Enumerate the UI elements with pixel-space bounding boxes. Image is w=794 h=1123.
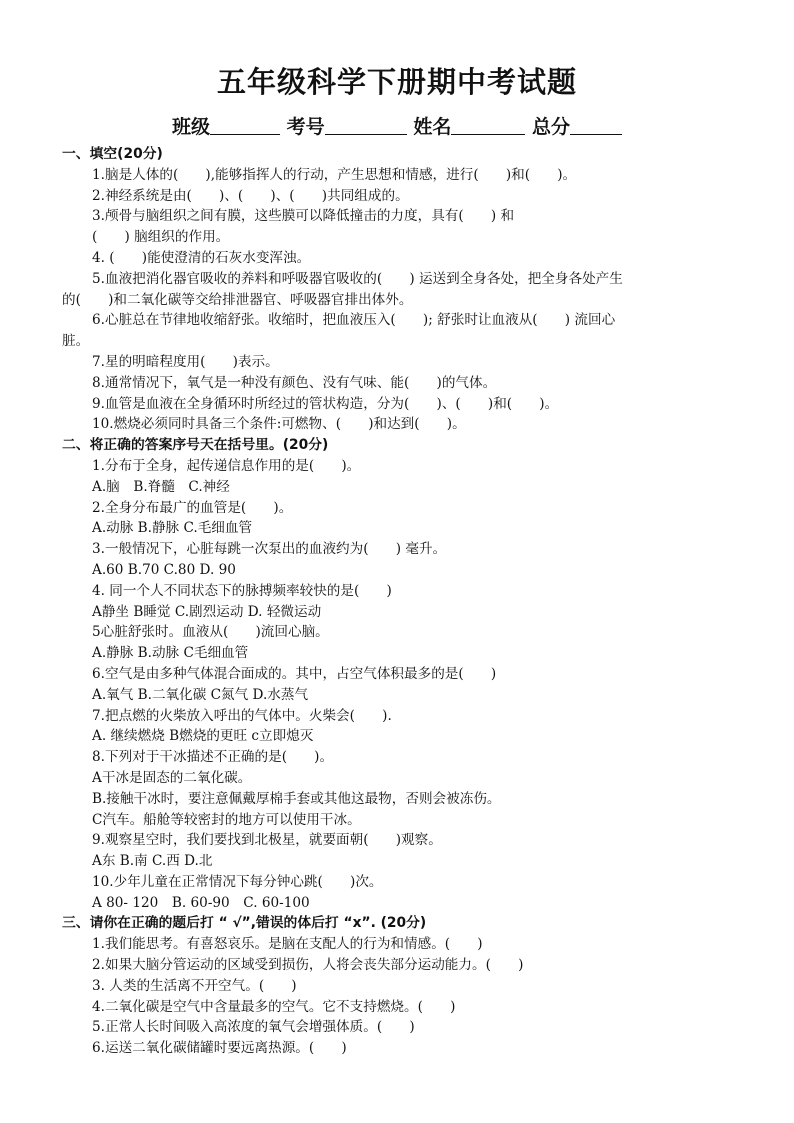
question-line: 6.运送二氧化碳储罐时要远离热源。( ) xyxy=(92,1040,347,1057)
question-line: 2.全身分布最广的血管是( )。 xyxy=(92,499,293,516)
continuation-line: 的( )和二氧化碳等交给排泄器官、呼吸器官排出体外。 xyxy=(62,291,413,308)
question-line: 3.一般情况下，心脏每跳一次泵出的血液约为( ) 毫升。 xyxy=(92,541,447,558)
question-line: 5心脏舒张时。血液从( )流回心脑。 xyxy=(92,624,329,641)
option-line: B.接触干冰时，要注意佩戴厚棉手套或其他这最物，否则会被冻伤。 xyxy=(92,790,501,807)
section-heading: 一、填空(20分) xyxy=(62,146,163,162)
question-line: 3. 人类的生活离不开空气。( ) xyxy=(92,977,297,994)
student-info-line xyxy=(0,112,794,139)
exam-no-blank[interactable] xyxy=(325,116,407,135)
question-line: 4. ( )能使澄清的石灰水变浑浊。 xyxy=(92,249,311,266)
question-line: 5.正常人长时间吸入高浓度的氧气会增强体质。( ) xyxy=(92,1019,415,1036)
page-title: 五年级科学下册期中考试题 xyxy=(216,65,577,99)
continuation-line: 脏。 xyxy=(62,333,90,350)
question-line: 7.星的明暗程度用( )表示。 xyxy=(92,353,279,370)
option-line: A 80- 120 B. 60-90 C. 60-100 xyxy=(92,894,310,911)
section-heading: 三、请你在正确的题后打 “ √”,错误的体后打 “x”. (20分) xyxy=(62,915,427,932)
score-blank[interactable] xyxy=(570,116,622,135)
question-line: 4.二氧化碳是空气中含量最多的空气。它不支持燃烧。( ) xyxy=(92,998,456,1015)
option-line: A东 B.南 C.西 D.北 xyxy=(92,853,213,870)
question-line: 9.血管是血液在全身循环时所经过的管状构造，分为( )、( )和( )。 xyxy=(92,395,559,412)
option-line: A静坐 B睡觉 C.剧烈运动 D. 轻微运动 xyxy=(92,603,322,620)
question-line: 8.下列对于干冰描述不正确的是( )。 xyxy=(92,749,334,766)
score-label: 总分 xyxy=(531,116,570,138)
question-line: ( ) 脑组织的作用。 xyxy=(92,229,230,246)
question-line: 9.观察星空时，我们要找到北极星，就要面朝( )观察。 xyxy=(92,832,442,849)
question-line: 2.如果大脑分管运动的区域受到损伤，人将会丧失部分运动能力。( ) xyxy=(92,957,524,974)
option-line: C汽车。船舱等较密封的地方可以使用干冰。 xyxy=(92,811,361,828)
name-label: 姓名 xyxy=(413,116,452,138)
question-line: 2.神经系统是由( )、( )、( )共同组成的。 xyxy=(92,187,409,204)
class-label: 班级 xyxy=(172,116,211,138)
section-heading: 二、将正确的答案序号天在括号里。(20分) xyxy=(62,437,329,454)
question-line: 5.血液把消化器官吸收的养料和呼吸器官吸收的( ) 运送到全身各处，把全身各处产生 xyxy=(92,270,623,287)
option-line: A.静脉 B.动脉 C毛细血管 xyxy=(92,645,249,662)
question-line: 10.少年儿童在正常情况下每分钟心跳( )次。 xyxy=(92,873,383,890)
option-line: A.动脉 B.静脉 C.毛细血管 xyxy=(92,520,253,537)
exam-no-label: 考号 xyxy=(286,116,325,138)
question-line: 1.分布于全身，起传递信息作用的是( )。 xyxy=(92,457,361,474)
question-line: 6.心脏总在节律地收缩舒张。收缩时，把血液压入( ); 舒张时让血液从( ) 流回心 xyxy=(92,312,616,329)
exam-content xyxy=(62,144,742,1059)
option-line: A.脑 B.脊髓 C.神经 xyxy=(92,478,230,495)
option-line: A.氧气 B.二氧化碳 C氮气 D.水蒸气 xyxy=(92,686,309,703)
question-line: 1.脑是人体的( ),能够指挥人的行动，产生思想和情感，进行( )和( )。 xyxy=(92,166,577,183)
option-line: A.60 B.70 C.80 D. 90 xyxy=(92,561,236,578)
question-line: 6.空气是由多种气体混合面成的。其中，占空气体积最多的是( ) xyxy=(92,665,497,682)
class-blank[interactable] xyxy=(210,116,280,135)
question-line: 3.颅骨与脑组织之间有膜，这些膜可以降低撞击的力度，具有( ) 和 xyxy=(92,208,515,225)
question-line: 1.我们能思考。有喜怒哀乐。是脑在支配人的行为和情感。( ) xyxy=(92,936,483,953)
question-line: 7.把点燃的火柴放入呼出的气体中。火柴会( ). xyxy=(92,707,392,724)
option-line: A干冰是固态的二氧化碳。 xyxy=(92,769,252,786)
option-line: A. 继续燃烧 B燃烧的更旺 c立即熄灭 xyxy=(92,728,314,745)
name-blank[interactable] xyxy=(451,116,525,135)
question-line: 4. 同一个人不同状态下的脉搏频率较快的是( ) xyxy=(92,582,392,599)
question-line: 10.燃烧必须同时具备三个条件:可燃物、( )和达到( )。 xyxy=(92,416,466,433)
question-line: 8.通常情况下，氧气是一种没有颜色、没有气味、能( )的气体。 xyxy=(92,374,497,391)
